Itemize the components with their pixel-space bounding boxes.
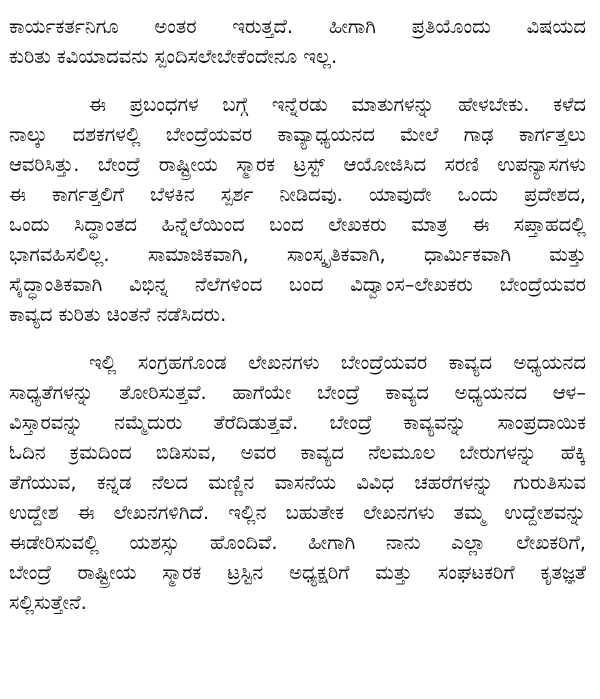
paragraph-3	[9, 348, 586, 618]
text-line: ನಾಲ್ಕು ದಶಕಗಳಲ್ಲಿ ಬೇಂದ್ರೆಯವರ ಕಾವ್ಯಾಧ್ಯಯನದ ಮೇಲೆ ಗಾಢ ಕಾರ್ಗತ್ತಲು	[9, 123, 586, 146]
text-line: ಬೇಂದ್ರೆ ರಾಷ್ಟ್ರೀಯ ಸ್ಮಾರಕ ಟ್ರಸ್ಟಿನ ಅಧ್ಯಕ್ಷರಿಗೆ ಮತ್ತು ಸಂಘಟಕರಿಗೆ ಕೃತಜ್ಞತೆ	[9, 561, 586, 584]
text-line: ಉದ್ದೇಶ ಈ ಲೇಖನಗಳಿಗಿದೆ. ಇಲ್ಲಿನ ಬಹುತೇಕ ಲೇಖನಗಳು ತಮ್ಮ ಉದ್ದೇಶವನ್ನು	[9, 501, 586, 524]
text-line: ಓದಿನ ಕ್ರಮದಿಂದ ಬಿಡಿಸುವ, ಅವರ ಕಾವ್ಯದ ನೆಲಮೂಲ ಬೇರುಗಳನ್ನು ಹೆಕ್ಕಿ	[9, 441, 586, 464]
text-line: ವಿಸ್ತಾರವನ್ನು ನಮ್ಮೆದುರು ತೆರೆದಿಡುತ್ತವೆ. ಬೇಂದ್ರೆ ಕಾವ್ಯವನ್ನು ಸಾಂಪ್ರದಾಯಿಕ	[9, 411, 586, 434]
text-line: ಒಂದು ಸಿದ್ಧಾಂತದ ಹಿನ್ನೆಲೆಯಿಂದ ಬಂದ ಲೇಖಕರು ಮಾತ್ರ ಈ ಸಪ್ತಾಹದಲ್ಲಿ	[9, 213, 586, 236]
paragraph-2	[9, 90, 586, 330]
text-line: ಸೈದ್ಧಾಂತಿಕವಾಗಿ ವಿಭಿನ್ನ ನೆಲೆಗಳಿಂದ ಬಂದ ವಿದ್ವಾಂಸ–ಲೇಖಕರು ಬೇಂದ್ರೆಯವರ	[9, 273, 586, 296]
text-line: ಭಾಗವಹಿಸಲಿಲ್ಲ. ಸಾಮಾಜಿಕವಾಗಿ, ಸಾಂಸ್ಕೃತಿಕವಾಗಿ, ಧಾರ್ಮಿಕವಾಗಿ ಮತ್ತು	[9, 243, 586, 266]
text-line: ಕಾರ್ಯಕರ್ತನಿಗೂ ಅಂತರ ಇರುತ್ತದೆ. ಹೀಗಾಗಿ ಪ್ರತಿಯೊಂದು ವಿಷಯದ	[9, 15, 586, 38]
text-line: ಸಾಧ್ಯತೆಗಳನ್ನು ತೋರಿಸುತ್ತವೆ. ಹಾಗೆಯೇ ಬೇಂದ್ರೆ ಕಾವ್ಯದ ಅಧ್ಯಯನದ ಆಳ–	[9, 381, 586, 404]
text-line: ಈ ಕಾರ್ಗತ್ತಲಿಗೆ ಬೆಳಕಿನ ಸ್ಪರ್ಶ ನೀಡಿದವು. ಯಾವುದೇ ಒಂದು ಪ್ರದೇಶದ,	[9, 183, 586, 206]
text-line: ಸಲ್ಲಿಸುತ್ತೇನೆ.	[9, 591, 87, 614]
text-line: ಕಾವ್ಯದ ಕುರಿತು ಚಿಂತನೆ ನಡೆಸಿದರು.	[9, 303, 227, 326]
text-line: ಇಲ್ಲಿ ಸಂಗ್ರಹಗೊಂಡ ಲೇಖನಗಳು ಬೇಂದ್ರೆಯವರ ಕಾವ್ಯದ ಅಧ್ಯಯನದ	[89, 351, 586, 374]
text-line: ಆವರಿಸಿತ್ತು. ಬೇಂದ್ರೆ ರಾಷ್ಟ್ರೀಯ ಸ್ಮಾರಕ ಟ್ರಸ್ಟ್ ಆಯೋಜಿಸಿದ ಸರಣಿ ಉಪನ್ಯಾಸಗಳು	[9, 153, 586, 176]
text-line: ಈ ಪ್ರಬಂಧಗಳ ಬಗ್ಗೆ ಇನ್ನೆರಡು ಮಾತುಗಳನ್ನು ಹೇಳಬೇಕು. ಕಳೆದ	[89, 93, 586, 116]
paragraph-1	[9, 12, 586, 72]
text-line: ಕುರಿತು ಕವಿಯಾದವನು ಸ್ಪಂದಿಸಲೇಬೇಕೆಂದೇನೂ ಇಲ್ಲ.	[9, 45, 338, 68]
text-line: ಈಡೇರಿಸುವಲ್ಲಿ ಯಶಸ್ಸು ಹೊಂದಿವೆ. ಹೀಗಾಗಿ ನಾನು ಎಲ್ಲಾ ಲೇಖಕರಿಗೆ,	[9, 531, 586, 554]
text-line: ತೆಗೆಯುವ, ಕನ್ನಡ ನೆಲದ ಮಣ್ಣಿನ ವಾಸನೆಯ ವಿವಿಧ ಚಹರೆಗಳನ್ನು ಗುರುತಿಸುವ	[9, 471, 586, 494]
